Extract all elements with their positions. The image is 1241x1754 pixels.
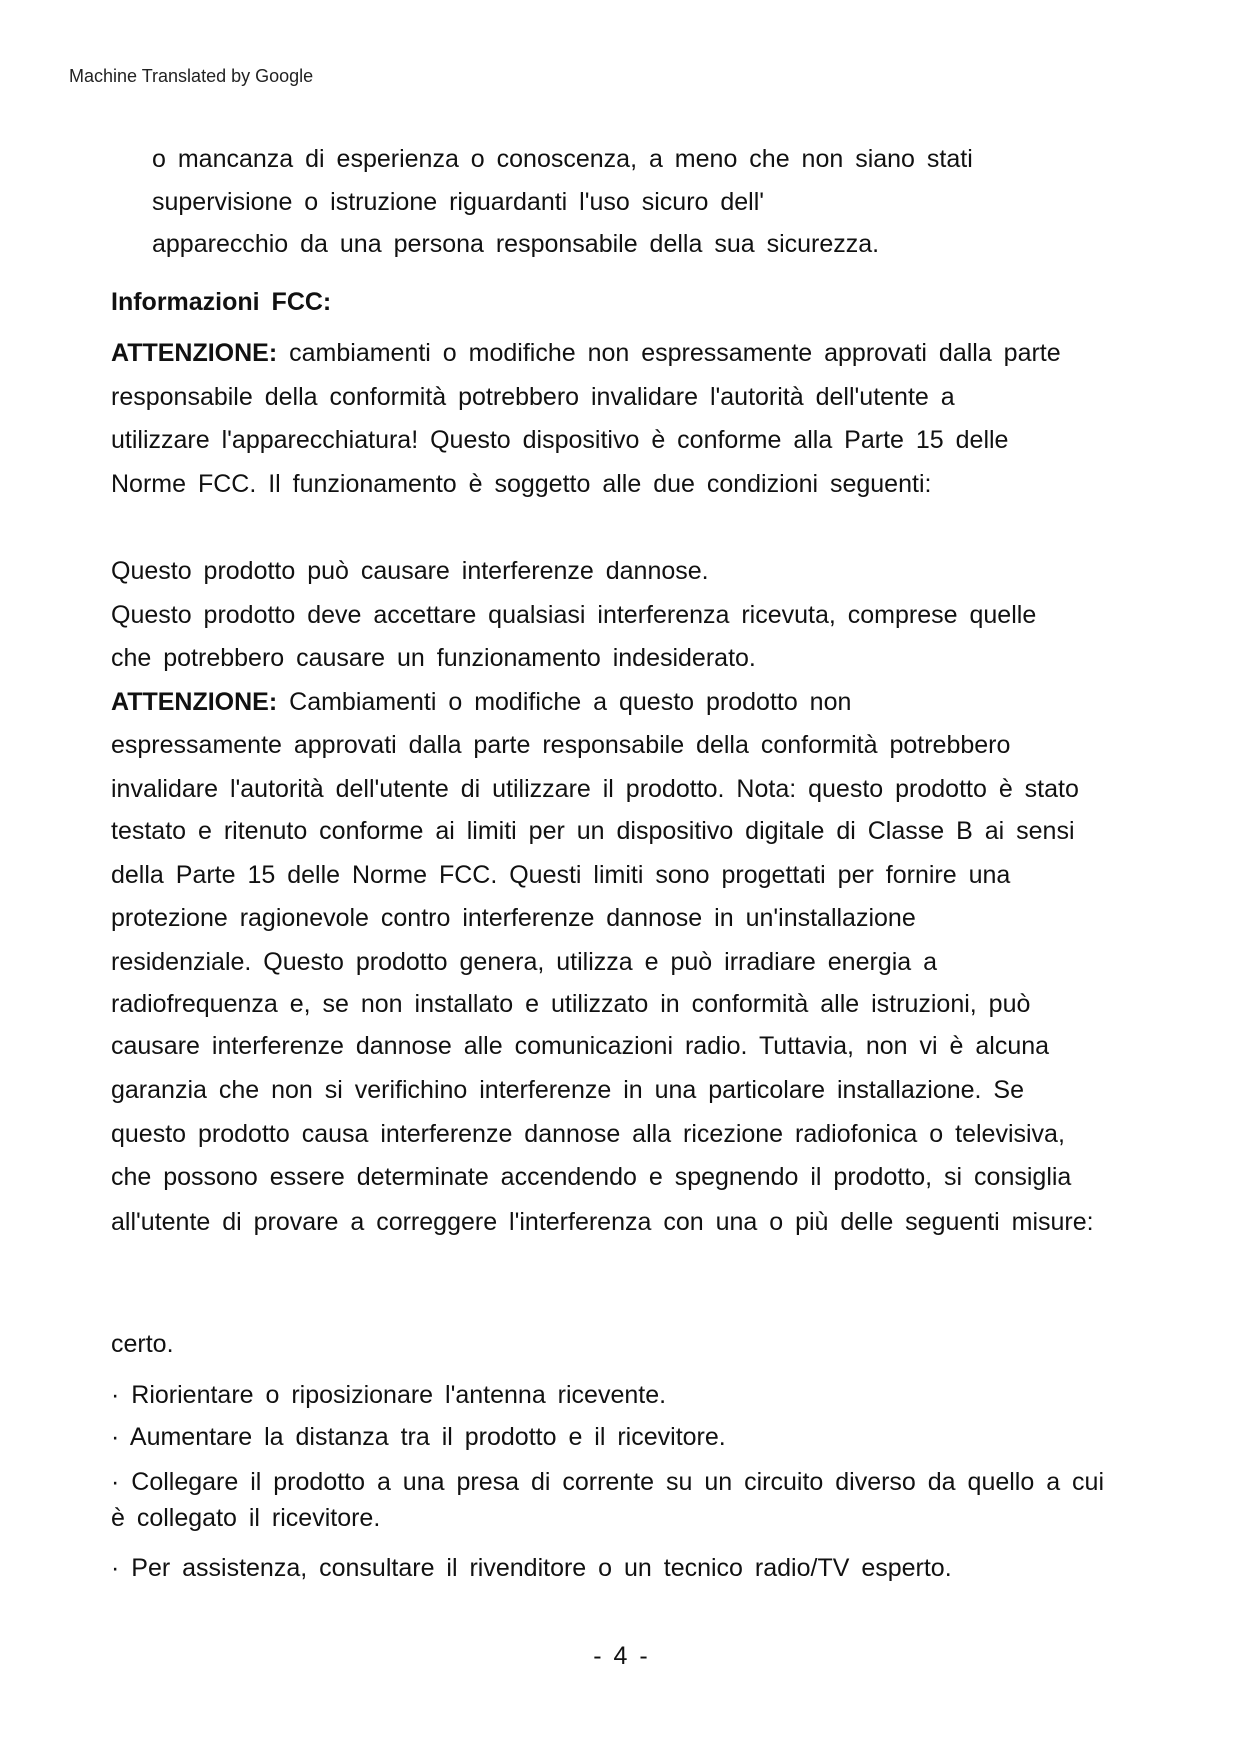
- text-line: protezione ragionevole contro interferenze dannose in un'installazione: [111, 904, 916, 932]
- text-line: radiofrequenza e, se non installato e utilizzato in conformità alle istruzioni, può: [111, 990, 1031, 1018]
- text-line: causare interferenze dannose alle comunicazioni radio. Tuttavia, non vi è alcuna: [111, 1032, 1050, 1060]
- text-line: apparecchio da una persona responsabile della sua sicurezza.: [152, 230, 880, 258]
- text-line: garanzia che non si verifichino interferenze in una particolare installazione. Se: [111, 1076, 1025, 1104]
- text-line: certo.: [111, 1330, 174, 1358]
- list-item: · Collegare il prodotto a una presa di corrente su un circuito diverso da quello a cui: [111, 1468, 1105, 1496]
- text-line: supervisione o istruzione riguardanti l'uso sicuro dell': [152, 188, 765, 216]
- list-item: · Per assistenza, consultare il rivenditore o un tecnico radio/TV esperto.: [111, 1554, 952, 1582]
- text-line: Questo prodotto deve accettare qualsiasi interferenza ricevuta, comprese quelle: [111, 601, 1037, 629]
- text-line: questo prodotto causa interferenze dannose alla ricezione radiofonica o televisiva,: [111, 1120, 1065, 1148]
- text-line: che potrebbero causare un funzionamento indesiderato.: [111, 644, 756, 672]
- text-line: che possono essere determinate accendendo e spegnendo il prodotto, si consiglia: [111, 1163, 1072, 1191]
- text-line: della Parte 15 delle Norme FCC. Questi limiti sono progettati per fornire una: [111, 861, 1011, 889]
- text-line: [111, 338, 1061, 368]
- section-heading: Informazioni FCC:: [111, 288, 332, 316]
- text-line: all'utente di provare a correggere l'interferenza con una o più delle seguenti misure:: [111, 1208, 1094, 1236]
- text-line: testato e ritenuto conforme ai limiti per un dispositivo digitale di Classe B ai sensi: [111, 817, 1075, 845]
- list-item: · Riorientare o riposizionare l'antenna ricevente.: [111, 1381, 667, 1409]
- text-line: utilizzare l'apparecchiatura! Questo dispositivo è conforme alla Parte 15 delle: [111, 426, 1009, 454]
- text-line: [111, 687, 851, 717]
- text-line: responsabile della conformità potrebbero invalidare l'autorità dell'utente a: [111, 383, 955, 411]
- list-item-continuation: è collegato il ricevitore.: [111, 1504, 381, 1532]
- text-line: Norme FCC. Il funzionamento è soggetto alle due condizioni seguenti:: [111, 470, 932, 498]
- text-line: Questo prodotto può causare interferenze dannose.: [111, 557, 709, 585]
- text-line: o mancanza di esperienza o conoscenza, a meno che non siano stati: [152, 145, 973, 173]
- text-span: cambiamenti o modifiche non espressamente approvati dalla parte: [277, 339, 1061, 367]
- machine-translation-header: Machine Translated by Google: [69, 66, 314, 86]
- text-line: residenziale. Questo prodotto genera, utilizza e può irradiare energia a: [111, 948, 938, 976]
- text-span: Cambiamenti o modifiche a questo prodotto non: [277, 688, 852, 716]
- text-line: invalidare l'autorità dell'utente di utilizzare il prodotto. Nota: questo prodotto è stato: [111, 775, 1079, 803]
- list-item: · Aumentare la distanza tra il prodotto e il ricevitore.: [111, 1423, 726, 1451]
- text-line: espressamente approvati dalla parte responsabile della conformità potrebbero: [111, 731, 1011, 759]
- page-number: - 4 -: [593, 1642, 648, 1670]
- warning-label: ATTENZIONE:: [111, 339, 278, 367]
- warning-label: ATTENZIONE:: [111, 688, 278, 716]
